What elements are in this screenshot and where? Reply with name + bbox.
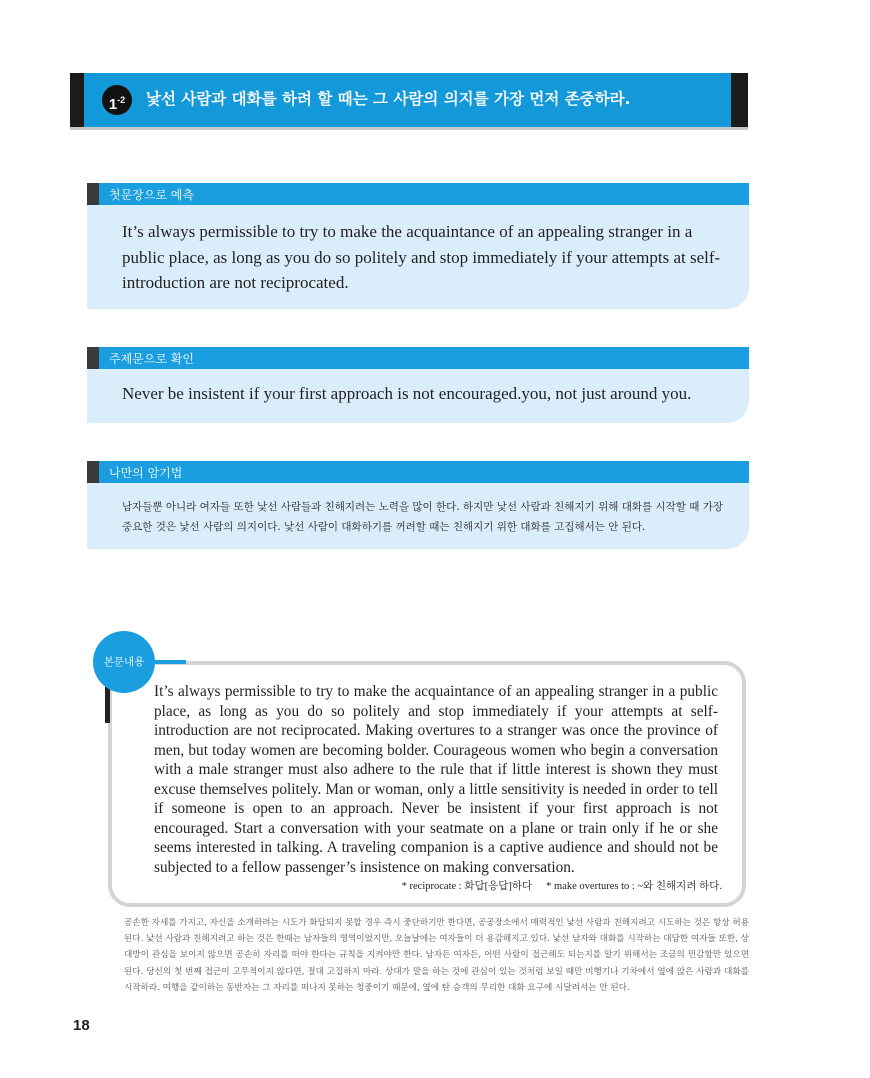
footnote-make-overtures: * make overtures to : ~와 친해지려 하다. [546, 881, 722, 892]
section-memory-tip [87, 461, 749, 549]
passage-text [154, 682, 718, 877]
chapter-title: 낯선 사람과 대화를 하려 할 때는 그 사람의 의지를 가장 먼저 존중하라. [146, 90, 631, 108]
section-label: 나만의 암기법 [109, 466, 183, 480]
passage-footnotes [402, 878, 722, 893]
footnote-reciprocate: * reciprocate : 화답[응답]하다 [401, 881, 533, 892]
chapter-number: 1 [108, 96, 118, 113]
section-label: 주제문으로 확인 [109, 352, 194, 366]
passage-badge: 본문내용 [93, 631, 155, 693]
section-header-accent [87, 461, 99, 483]
section-header [87, 461, 749, 483]
section-header [87, 183, 749, 205]
section-topic-sentence [87, 347, 749, 423]
passage-accent-line [150, 660, 186, 664]
passage-paragraph: It’s always permissible to try to make the acquaintance of an appealing stranger in a public place, as long as you do so politely and stop immediately if your attempts at self-introduction are not reciprocated. Making overtures to a stranger was once the province of men, but today women are becoming bolder. Courageous women who begin a conversation with a male stranger must also adhere to the rule that if little interest is shown they must excuse themselves politely. Man or woman, only a little sensitivity is needed in order to tell if someone is open to an approach. Never be insistent if your first approach is not encouraged. Start a conversation with your seatmate on a plane or train only if he or she seems interested in talking. A traveling companion is a captive audience and should not be subjected to a fellow passenger’s insistence on making conversation. [154, 683, 718, 876]
section-header [87, 347, 749, 369]
section-body [87, 205, 749, 309]
section-label: 첫문장으로 예측 [109, 188, 194, 202]
section-body [87, 369, 749, 423]
section-body [87, 483, 749, 549]
title-underline [70, 127, 748, 130]
section-first-sentence [87, 183, 749, 309]
section-text: It’s always permissible to try to make the acquaintance of an appealing stranger in a public place, as long as you do so politely and stop immediately if your attempts at self-introduction are not reciprocated. [122, 222, 721, 292]
section-header-accent [87, 183, 99, 205]
section-text: 남자들뿐 아니라 여자들 또한 낯선 사람들과 친해지려는 노력을 많이 한다. 하지만 낯선 사람과 친해지기 위해 대화를 시작할 때 가장 중요한 것은 낯선 사람의 의지이다. 낯선 사람이 대화하기를 꺼려할 때는 친해지기 위한 대화를 고집해서는 안 된다. [122, 501, 723, 533]
section-text: Never be insistent if your first approach is not encouraged.you, not just around you. [122, 384, 692, 403]
chapter-sub-number: -2 [117, 95, 126, 105]
chapter-title-banner [70, 73, 748, 127]
korean-translation: 공손한 자세를 가지고, 자신을 소개하려는 시도가 화답되지 못할 경우 즉시 중단하기만 한다면, 공공장소에서 매력적인 낯선 사람과 친해지려고 시도하는 것은 항상 허용된다. 낯선 사람과 친해지려고 하는 것은 한때는 남자들의 영역이었지만, 오늘날에는 여자들이 더 용감해지고 있다. 낯선 남자와 대화를 시작하는 대담한 여자들 또한, 상대방이 관심을 보이지 않으면 공손히 자리를 떠야 한다는 규칙을 지켜야만 한다. 남자든 여자든, 어떤 사람이 접근해도 되는지를 알기 위해서는 조금의 민감함만 있으면 된다. 당신의 첫 번째 접근이 고무적이지 않다면, 절대 고집하지 마라. 상대가 말을 하는 것에 관심이 있는 것처럼 보일 때만 비행기나 기차에서 옆에 앉은 사람과 대화를 시작하라. 여행을 같이하는 동반자는 그 자리를 떠나지 못하는 청중이기 때문에, 옆에 탄 승객의 무리한 대화 요구에 시달려서는 안 된다. [124, 918, 749, 993]
page-number: 18 [73, 1017, 90, 1034]
chapter-number-badge [102, 85, 132, 115]
section-header-accent [87, 347, 99, 369]
